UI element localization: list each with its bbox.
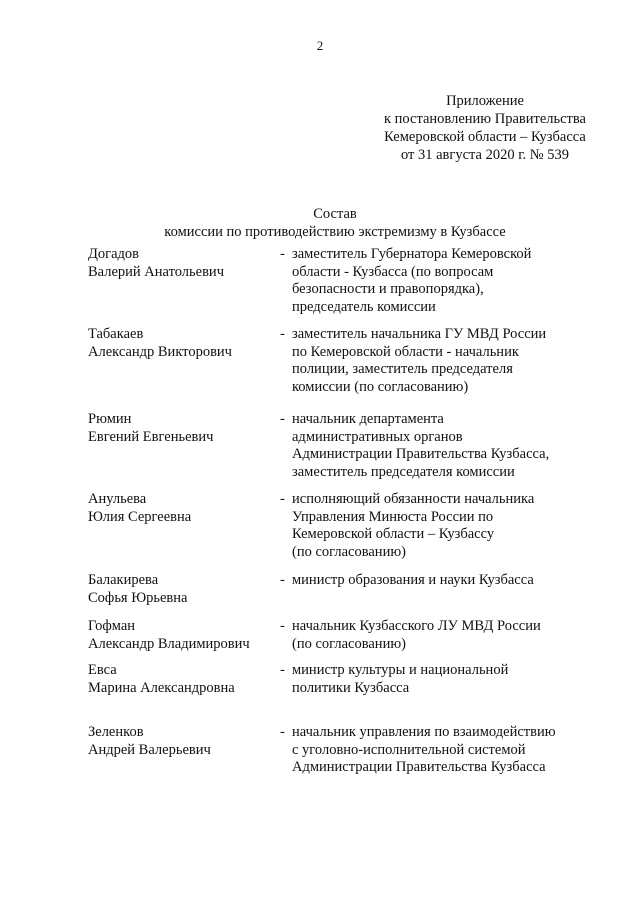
member-role bbox=[292, 724, 592, 777]
role-line: начальник Кузбасского ЛУ МВД России bbox=[292, 618, 541, 634]
member-role bbox=[292, 326, 592, 396]
member-role bbox=[292, 491, 592, 561]
member-surname: Балакирева bbox=[88, 572, 159, 588]
title-line: Состав bbox=[313, 206, 357, 222]
role-line: комиссии (по согласованию) bbox=[292, 378, 469, 395]
role-line: административных органов bbox=[292, 428, 463, 445]
member-surname: Рюмин bbox=[88, 411, 132, 427]
role-line: заместитель Губернатора Кемеровской bbox=[292, 246, 532, 262]
member-name bbox=[88, 618, 278, 653]
member-surname: Зеленков bbox=[88, 724, 144, 740]
role-line: области - Кузбасса (по вопросам bbox=[292, 263, 494, 280]
role-line: политики Кузбасса bbox=[292, 679, 410, 696]
member-given-name: Андрей Валерьевич bbox=[88, 741, 211, 758]
appendix-line: к постановлению Правительства bbox=[384, 111, 586, 127]
member-name bbox=[88, 491, 278, 526]
separator-dash: - bbox=[280, 326, 285, 342]
role-line: полиции, заместитель председателя bbox=[292, 361, 513, 377]
member-surname: Догадов bbox=[88, 246, 139, 262]
appendix-line: Кемеровской области – Кузбасса bbox=[384, 129, 586, 145]
role-line: начальник департамента bbox=[292, 411, 444, 427]
member-surname: Табакаев bbox=[88, 326, 144, 342]
separator-dash: - bbox=[280, 411, 285, 427]
appendix-line: от 31 августа 2020 г. № 539 bbox=[400, 147, 570, 163]
role-line: Администрации Правительства Кузбасса, bbox=[292, 446, 550, 462]
role-line: исполняющий обязанности начальника bbox=[292, 491, 535, 507]
member-surname: Гофман bbox=[88, 618, 136, 634]
separator-dash: - bbox=[280, 246, 285, 262]
member-given-name: Александр Владимирович bbox=[88, 635, 250, 652]
member-name bbox=[88, 246, 278, 281]
member-role bbox=[292, 618, 592, 653]
member-name bbox=[88, 411, 278, 446]
appendix-header bbox=[360, 92, 610, 164]
document-title bbox=[110, 205, 560, 241]
page-number: 2 bbox=[316, 38, 324, 53]
role-line: безопасности и правопорядка), bbox=[292, 281, 484, 297]
role-line: по Кемеровской области - начальник bbox=[292, 343, 519, 360]
appendix-line: Приложение bbox=[446, 93, 524, 109]
member-name bbox=[88, 724, 278, 759]
role-line: министр культуры и национальной bbox=[292, 662, 509, 678]
role-line: (по согласованию) bbox=[292, 635, 406, 652]
member-given-name: Юлия Сергеевна bbox=[88, 508, 192, 525]
member-given-name: Александр Викторович bbox=[88, 343, 232, 360]
role-line: заместитель начальника ГУ МВД России bbox=[292, 326, 547, 342]
role-line: председатель комиссии bbox=[292, 298, 436, 315]
member-role bbox=[292, 662, 592, 697]
separator-dash: - bbox=[280, 618, 285, 634]
member-given-name: Евгений Евгеньевич bbox=[88, 428, 214, 445]
role-line: заместитель председателя комиссии bbox=[292, 463, 515, 480]
role-line: министр образования и науки Кузбасса bbox=[292, 572, 534, 588]
member-role bbox=[292, 411, 592, 481]
member-name bbox=[88, 572, 278, 607]
role-line: начальник управления по взаимодействию bbox=[292, 724, 556, 740]
separator-dash: - bbox=[280, 491, 285, 507]
separator-dash: - bbox=[280, 662, 285, 678]
member-given-name: Софья Юрьевна bbox=[88, 589, 188, 606]
member-given-name: Марина Александровна bbox=[88, 679, 235, 696]
member-role bbox=[292, 572, 592, 590]
role-line: Кемеровской области – Кузбассу bbox=[292, 526, 495, 542]
member-surname: Анульева bbox=[88, 491, 147, 507]
member-name bbox=[88, 326, 278, 361]
member-surname: Евса bbox=[88, 662, 117, 678]
member-role bbox=[292, 246, 592, 316]
separator-dash: - bbox=[280, 724, 285, 740]
role-line: Управления Минюста России по bbox=[292, 508, 494, 525]
role-line: (по согласованию) bbox=[292, 543, 406, 560]
role-line: Администрации Правительства Кузбасса bbox=[292, 759, 546, 775]
separator-dash: - bbox=[280, 572, 285, 588]
member-name bbox=[88, 662, 278, 697]
role-line: с уголовно-исполнительной системой bbox=[292, 741, 526, 758]
member-given-name: Валерий Анатольевич bbox=[88, 263, 224, 280]
title-line: комиссии по противодействию экстремизму в Кузбассе bbox=[164, 224, 506, 240]
